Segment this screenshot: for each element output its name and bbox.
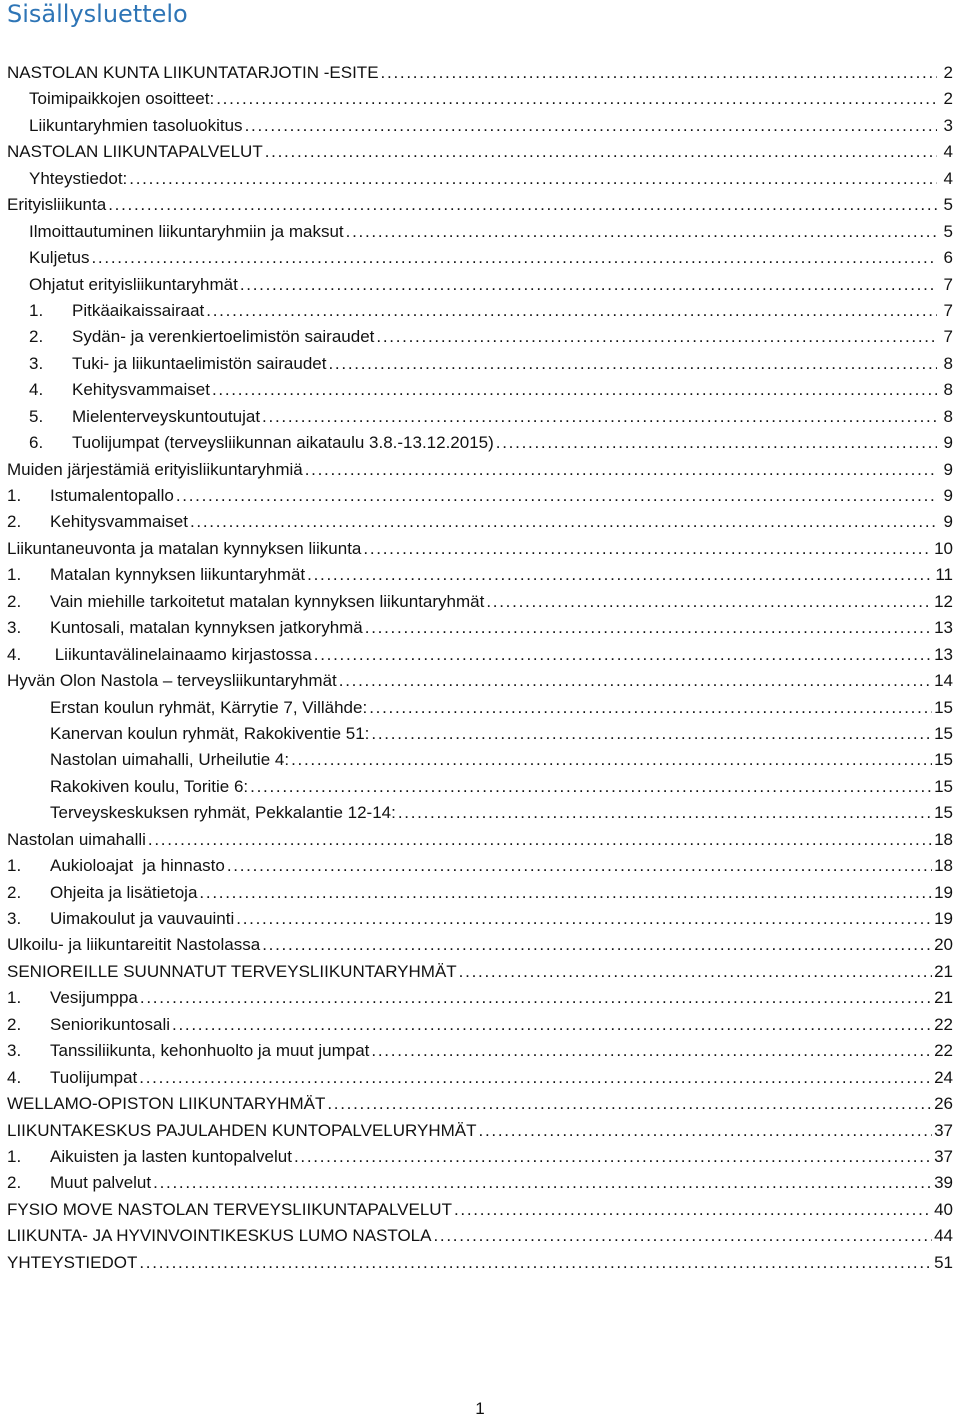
toc-entry-text: Erityisliikunta [7, 195, 107, 215]
toc-entry-text: Nastolan uimahalli [7, 829, 146, 849]
toc-entry-text: Kehitysvammaiset [50, 512, 188, 532]
toc-entry-number: 2. [7, 1173, 22, 1193]
toc-entry-text: Kanervan koulun ryhmät, Rakokiventie 51: [50, 723, 370, 743]
toc-entry-text: Muiden järjestämiä erityisliikuntaryhmiä [7, 459, 303, 479]
toc-entry[interactable] [7, 351, 957, 377]
dot-leader [148, 827, 932, 853]
toc-entry[interactable] [7, 272, 957, 298]
toc-entry-text: Kehitysvammaiset [72, 380, 210, 400]
dot-leader [339, 668, 932, 694]
toc-entry-text: Tanssiliikunta, kehonhuolto ja muut jumpat [50, 1041, 370, 1061]
toc-entry-number: 1. [29, 300, 44, 320]
toc-entry-text: Seniorikuntosali [50, 1014, 171, 1034]
toc-entry-number: 1. [7, 1146, 22, 1166]
toc-entry-page: 13 [934, 618, 953, 638]
toc-entry-page: 2 [943, 89, 953, 109]
toc-entry-text: Vesijumppa [50, 988, 138, 1008]
toc-entry-text: Tuolijumpat [50, 1067, 138, 1087]
toc-entry-text: NASTOLAN KUNTA LIIKUNTATARJOTIN -ESITE [7, 63, 379, 82]
dot-leader [262, 404, 937, 430]
toc-entry-page: 18 [934, 856, 953, 876]
dot-leader [227, 853, 932, 879]
dot-leader [216, 86, 937, 112]
toc-entry[interactable] [7, 562, 957, 588]
dot-leader [346, 219, 937, 245]
toc-entry-page: 11 [935, 565, 953, 585]
toc-entry-page: 12 [934, 591, 953, 611]
toc-entry-page: 3 [943, 115, 953, 135]
toc-entry[interactable] [7, 60, 957, 86]
toc-entry[interactable] [7, 747, 957, 773]
toc-entry-number: 1. [7, 988, 22, 1008]
dot-leader [371, 1038, 932, 1064]
dot-leader [459, 959, 932, 985]
toc-entry-text: Sydän- ja verenkiertoelimistön sairaudet [72, 327, 375, 347]
dot-leader [212, 377, 937, 403]
toc-entry-page: 22 [934, 1014, 953, 1034]
toc-entry-page: 19 [934, 909, 953, 928]
toc-entry-text: SENIOREILLE SUUNNATUT TERVEYSLIIKUNTARYHMÄT [7, 961, 457, 981]
toc-entry-text: Aukioloajat ja hinnasto [50, 856, 225, 876]
toc-entry-text: Ohjeita ja lisätietoja [50, 882, 198, 902]
toc-entry[interactable] [7, 1144, 957, 1170]
dot-leader [363, 536, 932, 562]
toc-entry[interactable] [7, 985, 957, 1011]
dot-leader [265, 139, 937, 165]
toc-entry-text: Liikuntaryhmien tasoluokitus [29, 115, 243, 135]
toc-entry[interactable] [7, 166, 957, 192]
toc-entry[interactable] [7, 113, 957, 139]
toc-entry-text: Kuntosali, matalan kynnyksen jatkoryhmä [50, 618, 363, 638]
dot-leader [245, 113, 937, 139]
toc-entry-page: 8 [943, 380, 953, 400]
toc-entry-page: 15 [934, 723, 953, 743]
toc-entry-text: YHTEYSTIEDOT [7, 1252, 138, 1272]
toc-entry[interactable] [7, 1223, 957, 1249]
dot-leader [176, 483, 937, 509]
toc-entry-page: 5 [943, 221, 953, 241]
dot-leader [314, 642, 932, 668]
dot-leader [398, 800, 932, 826]
toc-entry[interactable] [7, 430, 957, 456]
toc-entry[interactable] [7, 457, 957, 483]
toc-entry-text: Uimakoulut ja vauvauinti [50, 909, 235, 928]
toc-entry-page: 20 [934, 935, 953, 955]
toc-entry-text: Vain miehille tarkoitetut matalan kynnyksen liikuntaryhmät [50, 591, 485, 611]
toc-entry-page: 9 [943, 512, 953, 532]
toc-entry[interactable] [7, 1170, 957, 1196]
toc-entry-text: Tuolijumpat (terveysliikunnan aikataulu 3.8.-13.12.2015) [72, 433, 494, 453]
dot-leader [139, 1250, 932, 1276]
dot-leader [240, 272, 937, 298]
toc-entry-page: 19 [934, 882, 953, 902]
toc-entry[interactable] [7, 827, 957, 853]
toc-entry-page: 7 [943, 300, 953, 320]
dot-leader [486, 589, 932, 615]
toc-entry-page: 44 [934, 1226, 953, 1246]
dot-leader [172, 1012, 932, 1038]
toc-entry-number: 3. [7, 1041, 22, 1061]
toc-entry-text: Aikuisten ja lasten kuntopalvelut [50, 1146, 292, 1166]
toc-entry-text: Istumalentopallo [50, 486, 174, 505]
dot-leader [108, 192, 937, 218]
toc-entry[interactable] [7, 324, 957, 350]
toc-entry-text: Yhteystiedot: [29, 168, 128, 188]
dot-leader [327, 1091, 932, 1117]
toc-entry-page: 6 [943, 248, 953, 268]
dot-leader [291, 747, 932, 773]
toc-entry-page: 21 [934, 961, 953, 981]
toc-entry-page: 2 [943, 63, 953, 82]
toc-entry[interactable] [7, 377, 957, 403]
toc-entry-text: Liikuntaneuvonta ja matalan kynnyksen liikunta [7, 538, 362, 558]
toc-entry-text: Rakokiven koulu, Toritie 6: [50, 776, 249, 796]
toc-entry-text: Ohjatut erityisliikuntaryhmät [29, 274, 238, 294]
dot-leader [139, 1065, 932, 1091]
toc-entry-page: 15 [934, 776, 953, 796]
dot-leader [129, 166, 937, 192]
toc-entry-text: Mielenterveyskuntoutujat [72, 406, 261, 426]
toc-entry[interactable] [7, 1065, 957, 1091]
toc-entry-text: LIIKUNTA- JA HYVINVOINTIKESKUS LUMO NASTOLA [7, 1226, 432, 1246]
toc-entry[interactable] [7, 1118, 957, 1144]
toc-entry-text: Pitkäaikaissairaat [72, 300, 205, 320]
toc-entry-number: 2. [7, 591, 22, 611]
toc-entry[interactable] [7, 86, 957, 112]
toc-entry-page: 18 [934, 829, 953, 849]
toc-entry[interactable] [7, 509, 957, 535]
toc-entry[interactable] [7, 219, 957, 245]
toc-entry[interactable] [7, 932, 957, 958]
toc-entry-number: 2. [7, 882, 22, 902]
toc-entry-page: 15 [934, 750, 953, 770]
toc-entry-page: 13 [934, 644, 953, 664]
toc-entry-text: WELLAMO-OPISTON LIIKUNTARYHMÄT [7, 1094, 326, 1114]
page-number: 1 [475, 1399, 485, 1418]
toc-entry[interactable] [7, 1012, 957, 1038]
toc-entry-page: 9 [943, 459, 953, 479]
toc-entry-number: 6. [29, 433, 44, 453]
toc-entry[interactable] [7, 959, 957, 985]
toc-entry-number: 4. [7, 1067, 22, 1087]
toc-entry-page: 8 [943, 406, 953, 426]
toc-entry[interactable] [7, 1091, 957, 1117]
toc-entry-number: 3. [7, 909, 22, 928]
toc-entry[interactable] [7, 615, 957, 641]
dot-leader [376, 324, 937, 350]
toc-entry-page: 26 [934, 1094, 953, 1114]
dot-leader [381, 60, 937, 86]
dot-leader [294, 1144, 932, 1170]
toc-entry-text: LIIKUNTAKESKUS PAJULAHDEN KUNTOPALVELURYHMÄT [7, 1120, 477, 1140]
toc-entry[interactable] [7, 483, 957, 509]
toc-entry-page: 14 [934, 671, 953, 691]
dot-leader [365, 615, 932, 641]
toc-entry-page: 51 [934, 1252, 953, 1272]
toc-entry-text: Tuki- ja liikuntaelimistön sairaudet [72, 353, 327, 373]
toc-entry-text: Terveyskeskuksen ryhmät, Pekkalantie 12-14: [50, 803, 396, 823]
toc-entry-page: 40 [934, 1199, 953, 1219]
toc-entry-number: 2. [29, 327, 44, 347]
toc-entry-page: 9 [943, 433, 953, 453]
toc-entry[interactable] [7, 589, 957, 615]
toc-entry[interactable] [7, 404, 957, 430]
dot-leader [199, 880, 932, 906]
dot-leader [479, 1118, 933, 1144]
toc-entry[interactable] [7, 1250, 957, 1276]
dot-leader [91, 245, 937, 271]
toc-entry-text: Ilmoittautuminen liikuntaryhmiin ja maksut [29, 221, 344, 241]
toc-entry-number: 4. [29, 380, 44, 400]
toc-entry-page: 37 [934, 1120, 953, 1140]
toc-entry-text: Nastolan uimahalli, Urheilutie 4: [50, 750, 290, 770]
toc-entry-number: 1. [7, 486, 22, 505]
dot-leader [153, 1170, 932, 1196]
toc-entry-text: Toimipaikkojen osoitteet: [29, 89, 215, 109]
toc-entry-text: FYSIO MOVE NASTOLAN TERVEYSLIIKUNTAPALVELUT [7, 1199, 452, 1219]
toc-entry-page: 39 [934, 1173, 953, 1193]
toc-entry[interactable] [7, 298, 957, 324]
toc-entry-page: 4 [943, 168, 953, 188]
toc-entry-page: 9 [943, 486, 953, 505]
toc-entry-text: Ulkoilu- ja liikuntareitit Nastolassa [7, 935, 261, 955]
toc-entry[interactable] [7, 139, 957, 165]
toc-entry-page: 37 [934, 1146, 953, 1166]
dot-leader [307, 562, 933, 588]
toc-entry[interactable] [7, 695, 957, 721]
toc-entry-number: 3. [7, 618, 22, 638]
dot-leader [305, 457, 937, 483]
toc-entry-number: 5. [29, 406, 44, 426]
toc-entry-page: 24 [934, 1067, 953, 1087]
toc-entry-number: 2. [7, 512, 22, 532]
toc-entry[interactable] [7, 800, 957, 826]
toc-entry[interactable] [7, 668, 957, 694]
toc-entry[interactable] [7, 774, 957, 800]
toc-entry[interactable] [7, 906, 957, 932]
toc-entry-text: Liikuntavälinelainaamo kirjastossa [50, 644, 312, 664]
toc-entry-page: 15 [934, 697, 953, 717]
dot-leader [250, 774, 932, 800]
toc-entry[interactable] [7, 1197, 957, 1223]
dot-leader [262, 932, 932, 958]
toc-entry-text: Erstan koulun ryhmät, Kärrytie 7, Villähde: [50, 697, 368, 717]
toc-entry-number: 4. [7, 644, 22, 664]
toc-entry-text: NASTOLAN LIIKUNTAPALVELUT [7, 142, 263, 162]
toc-entry-number: 3. [29, 353, 44, 373]
dot-leader [454, 1197, 932, 1223]
toc-entry-page: 7 [943, 327, 953, 347]
toc-entry[interactable] [7, 853, 957, 879]
toc-entry-text: Kuljetus [29, 248, 90, 268]
toc-entry[interactable] [7, 536, 957, 562]
page-title: Sisällysluettelo [7, 0, 188, 28]
toc-entry-page: 7 [943, 274, 953, 294]
toc-entry-page: 15 [934, 803, 953, 823]
dot-leader [236, 906, 932, 932]
toc-entry-text: Hyvän Olon Nastola – terveysliikuntaryhmät [7, 671, 337, 691]
dot-leader [369, 695, 932, 721]
toc-entry[interactable] [7, 1038, 957, 1064]
toc-entry-text: Matalan kynnyksen liikuntaryhmät [50, 565, 306, 585]
dot-leader [206, 298, 937, 324]
toc-entry-text: Muut palvelut [50, 1173, 152, 1193]
toc-entry-page: 5 [943, 195, 953, 215]
toc-entry-number: 1. [7, 565, 22, 585]
dot-leader [190, 509, 937, 535]
dot-leader [140, 985, 932, 1011]
toc-entry-page: 21 [934, 988, 953, 1008]
toc-entry-page: 22 [934, 1041, 953, 1061]
dot-leader [433, 1223, 932, 1249]
toc-entry[interactable] [7, 642, 957, 668]
toc-entry-number: 1. [7, 856, 22, 876]
table-of-contents [7, 60, 957, 1276]
toc-entry-page: 10 [934, 538, 953, 558]
toc-entry[interactable] [7, 192, 957, 218]
dot-leader [328, 351, 937, 377]
toc-entry[interactable] [7, 245, 957, 271]
toc-entry-page: 4 [943, 142, 953, 162]
toc-entry-page: 8 [943, 353, 953, 373]
toc-entry[interactable] [7, 721, 957, 747]
toc-entry[interactable] [7, 880, 957, 906]
toc-entry-number: 2. [7, 1014, 22, 1034]
dot-leader [496, 430, 937, 456]
dot-leader [371, 721, 932, 747]
